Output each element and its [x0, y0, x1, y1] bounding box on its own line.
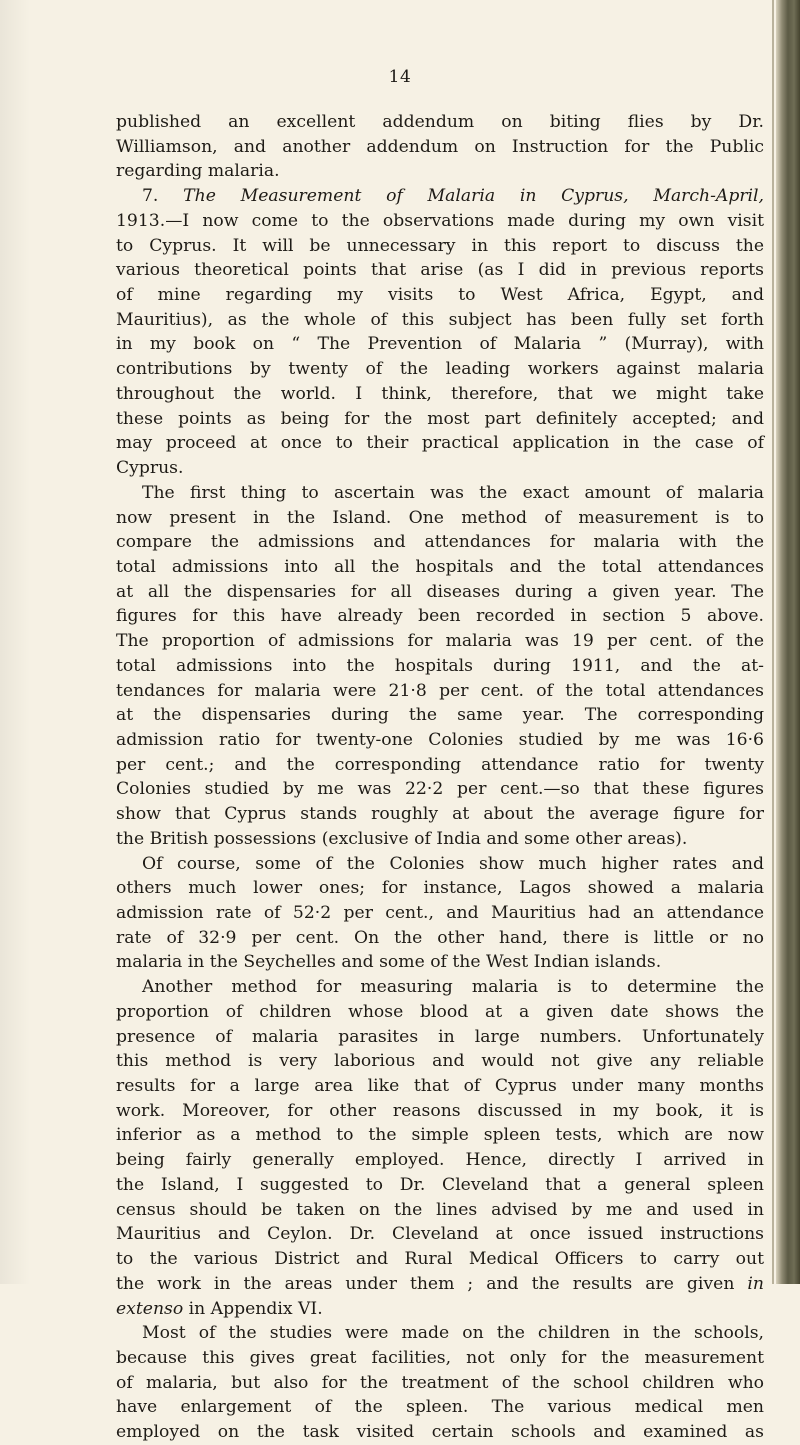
- text-line: the Island, I suggested to Dr. Cleveland that a general spleen: [116, 1174, 764, 1195]
- text-line: the British possessions (exclusive of India and some other areas).: [116, 828, 688, 849]
- text-line: of malaria, but also for the treatment of the school children who: [116, 1372, 764, 1393]
- section-heading-italic: The Measurement of Malaria in Cyprus, March-April,: [183, 186, 764, 207]
- text-line: in my book on “ The Prevention of Malaria ” (Murray), with: [116, 334, 764, 355]
- text-line: may proceed at once to their practical application in the case of: [116, 433, 764, 454]
- text-line: results for a large area like that of Cyprus under many months: [116, 1076, 764, 1097]
- text-line: being fairly generally employed. Hence, directly I arrived in: [116, 1150, 764, 1171]
- binding-shadow-line: [772, 0, 774, 1284]
- latin-phrase-italic: in: [747, 1273, 764, 1294]
- text-line: figures for this have already been recorded in section 5 above.: [116, 606, 764, 627]
- text-line: Of course, some of the Colonies show much higher rates and: [142, 853, 764, 874]
- text-line: Most of the studies were made on the children in the schools,: [142, 1323, 764, 1344]
- text-line: presence of malaria parasites in large numbers. Unfortunately: [116, 1026, 764, 1047]
- text-line: of mine regarding my visits to West Africa, Egypt, and: [116, 285, 764, 306]
- text-line: The first thing to ascertain was the exact amount of malaria: [142, 482, 764, 503]
- text-line: work. Moreover, for other reasons discussed in my book, it is: [116, 1100, 764, 1121]
- text-line: this method is very laborious and would not give any reliable: [116, 1051, 764, 1072]
- text-line: total admissions into all the hospitals and the total attendances: [116, 556, 764, 577]
- text-line: contributions by twenty of the leading workers against malaria: [116, 359, 764, 380]
- text-line: Williamson, and another addendum on Instruction for the Public: [116, 136, 764, 157]
- text-line: have enlargement of the spleen. The various medical men: [116, 1397, 764, 1418]
- text-line: Mauritius and Ceylon. Dr. Cleveland at once issued instructions: [116, 1224, 764, 1245]
- text-line: 1913.—I now come to the observations made during my own visit: [116, 210, 764, 231]
- text-line: to Cyprus. It will be unnecessary in this report to discuss the: [116, 235, 764, 256]
- text-line: show that Cyprus stands roughly at about the average figure for: [116, 804, 764, 825]
- body-text: [116, 110, 764, 1445]
- text-line: compare the admissions and attendances for malaria with the: [116, 532, 764, 553]
- text-line: proportion of children whose blood at a given date shows the: [116, 1001, 764, 1022]
- text-line: employed on the task visited certain schools and examined as: [116, 1422, 764, 1443]
- text-line: total admissions into the hospitals during 1911, and the at-: [116, 655, 764, 676]
- text-line: at the dispensaries during the same year. The corresponding: [116, 705, 764, 726]
- text-line: malaria in the Seychelles and some of the West Indian islands.: [116, 952, 662, 973]
- text-line: Cyprus.: [116, 458, 184, 479]
- text-line: because this gives great facilities, not only for the measurement: [116, 1347, 764, 1368]
- text-line: now present in the Island. One method of measurement is to: [116, 507, 764, 528]
- text-line: Colonies studied by me was 22·2 per cent.—so that these figures: [116, 779, 764, 800]
- text-line: Another method for measuring malaria is to determine the: [142, 977, 764, 998]
- text-line: these points as being for the most part definitely accepted; and: [116, 408, 764, 429]
- text-line: the work in the areas under them ; and the results are given in: [116, 1273, 764, 1294]
- text-line: census should be taken on the lines advised by me and used in: [116, 1199, 764, 1220]
- text-line: at all the dispensaries for all diseases during a given year. The: [116, 581, 764, 602]
- text-line: extenso in Appendix VI.: [116, 1298, 323, 1319]
- text-line: admission ratio for twenty-one Colonies studied by me was 16·6: [116, 729, 764, 750]
- text-line: tendances for malaria were 21·8 per cent. of the total attendances: [116, 680, 764, 701]
- text-line: to the various District and Rural Medical Officers to carry out: [116, 1249, 764, 1270]
- text-line: The proportion of admissions for malaria was 19 per cent. of the: [116, 631, 764, 652]
- text-line: throughout the world. I think, therefore, that we might take: [116, 383, 764, 404]
- book-binding-edge: [776, 0, 800, 1284]
- text-line: various theoretical points that arise (as I did in previous reports: [116, 260, 764, 281]
- text-line: published an excellent addendum on biting flies by Dr.: [116, 112, 764, 132]
- page-number: 14: [388, 67, 412, 87]
- latin-phrase-italic: extenso: [116, 1298, 184, 1319]
- text-line: 7. The Measurement of Malaria in Cyprus, March-April,: [142, 186, 764, 207]
- text-line: admission rate of 52·2 per cent., and Mauritius had an attendance: [116, 903, 764, 923]
- text-line: per cent.; and the corresponding attendance ratio for twenty: [116, 754, 764, 775]
- text-line: rate of 32·9 per cent. On the other hand, there is little or no: [116, 927, 764, 948]
- text-line: inferior as a method to the simple spleen tests, which are now: [116, 1125, 764, 1146]
- text-line: others much lower ones; for instance, Lagos showed a malaria: [116, 878, 764, 899]
- text-line: regarding malaria.: [116, 161, 280, 182]
- text-line: Mauritius), as the whole of this subject has been fully set forth: [116, 309, 764, 330]
